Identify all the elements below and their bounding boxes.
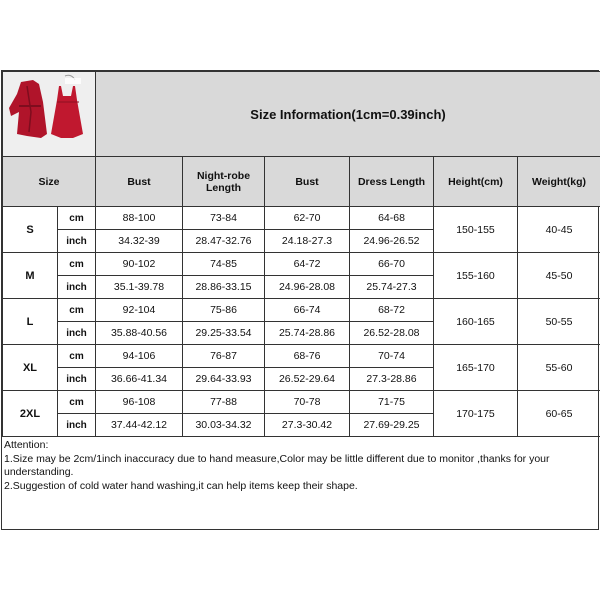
dress-bust-cm: 68-76 [265,345,350,368]
dress-length-cm: 64-68 [350,207,434,230]
dress-bust-cm: 62-70 [265,207,350,230]
night-robe-length-cm: 76-87 [183,345,265,368]
height-value: 160-165 [434,299,518,345]
unit-inch: inch [58,276,96,299]
night-robe-length-inch: 30.03-34.32 [183,414,265,437]
unit-inch: inch [58,322,96,345]
dress-length-cm: 71-75 [350,391,434,414]
bust-inch: 37.44-42.12 [96,414,183,437]
attention-line-2: 2.Suggestion of cold water hand washing,it can help items keep their shape. [4,479,358,492]
height-value: 150-155 [434,207,518,253]
size-label: XL [3,345,58,391]
night-robe-length-cm: 77-88 [183,391,265,414]
bust-cm: 94-106 [96,345,183,368]
header-weight: Weight(kg) [518,157,600,207]
dress-bust-inch: 24.96-28.08 [265,276,350,299]
night-robe-length-cm: 74-85 [183,253,265,276]
attention-heading: Attention: [4,439,49,451]
bust-cm: 96-108 [96,391,183,414]
header-height: Height(cm) [434,157,518,207]
dress-length-inch: 27.69-29.25 [350,414,434,437]
bust-inch: 34.32-39 [96,230,183,253]
unit-cm: cm [58,391,96,414]
dress-length-inch: 25.74-27.3 [350,276,434,299]
night-robe-length-cm: 75-86 [183,299,265,322]
header-dress-length: Dress Length [350,157,434,207]
size-table [2,71,600,437]
robe-set-image [3,72,96,156]
dress-bust-inch: 25.74-28.86 [265,322,350,345]
night-robe-length-inch: 29.25-33.54 [183,322,265,345]
weight-value: 55-60 [518,345,600,391]
dress-length-inch: 27.3-28.86 [350,368,434,391]
unit-cm: cm [58,345,96,368]
unit-cm: cm [58,253,96,276]
height-value: 165-170 [434,345,518,391]
unit-inch: inch [58,230,96,253]
height-value: 170-175 [434,391,518,437]
dress-length-cm: 66-70 [350,253,434,276]
product-photo [3,72,96,157]
attention-notes [2,437,598,531]
attention-line-1: 1.Size may be 2cm/1inch inaccuracy due to hand measure,Color may be little different due to monitor ,thanks for your understanding. [4,452,550,478]
size-label: S [3,207,58,253]
dress-length-inch: 26.52-28.08 [350,322,434,345]
weight-value: 50-55 [518,299,600,345]
dress-bust-inch: 26.52-29.64 [265,368,350,391]
dress-bust-cm: 66-74 [265,299,350,322]
size-label: M [3,253,58,299]
header-bust: Bust [96,157,183,207]
night-robe-length-inch: 29.64-33.93 [183,368,265,391]
size-label: 2XL [3,391,58,437]
header-bust-dress: Bust [265,157,350,207]
bust-cm: 88-100 [96,207,183,230]
header-night-robe-length: Night-robe Length [183,157,265,207]
dress-length-cm: 70-74 [350,345,434,368]
chart-title: Size Information(1cm=0.39inch) [96,72,600,157]
bust-inch: 36.66-41.34 [96,368,183,391]
weight-value: 40-45 [518,207,600,253]
bust-cm: 90-102 [96,253,183,276]
night-robe-length-cm: 73-84 [183,207,265,230]
size-label: L [3,299,58,345]
night-robe-length-inch: 28.86-33.15 [183,276,265,299]
table-row [3,391,600,414]
dress-length-cm: 68-72 [350,299,434,322]
dress-bust-inch: 24.18-27.3 [265,230,350,253]
night-robe-length-inch: 28.47-32.76 [183,230,265,253]
dress-bust-inch: 27.3-30.42 [265,414,350,437]
height-value: 155-160 [434,253,518,299]
size-chart [1,70,599,530]
dress-length-inch: 24.96-26.52 [350,230,434,253]
bust-inch: 35.88-40.56 [96,322,183,345]
table-row [3,253,600,276]
unit-inch: inch [58,368,96,391]
unit-inch: inch [58,414,96,437]
dress-bust-cm: 64-72 [265,253,350,276]
bust-inch: 35.1-39.78 [96,276,183,299]
weight-value: 60-65 [518,391,600,437]
weight-value: 45-50 [518,253,600,299]
unit-cm: cm [58,207,96,230]
bust-cm: 92-104 [96,299,183,322]
dress-bust-cm: 70-78 [265,391,350,414]
header-size: Size [3,157,96,207]
table-row [3,207,600,230]
table-row [3,299,600,322]
unit-cm: cm [58,299,96,322]
table-row [3,345,600,368]
